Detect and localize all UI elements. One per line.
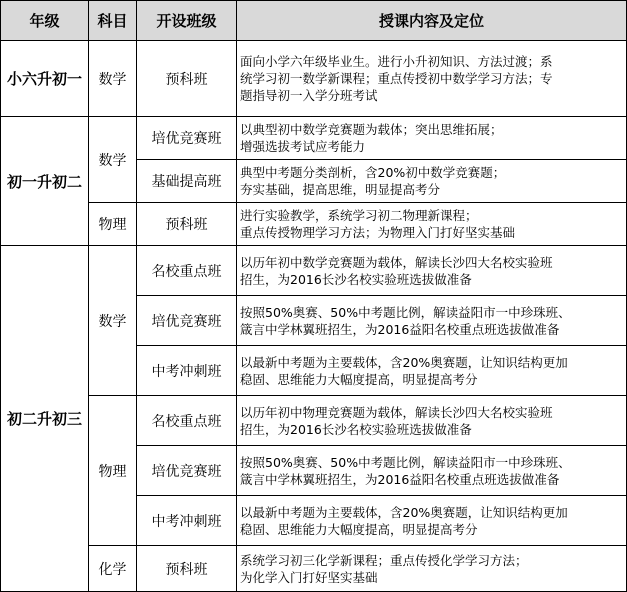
content-line: 典型中考题分类剖析，含20%初中数学竞赛题； xyxy=(240,165,506,180)
content-line: 统学习初一数学新课程；重点传授初中数学学习方法；专 xyxy=(240,71,553,86)
subject-cell: 数学 xyxy=(89,246,137,396)
content-line: 题指导初一入学分班考试 xyxy=(240,88,378,103)
content-line: 系统学习初三化学新课程；重点传授化学学习方法； xyxy=(240,552,528,568)
content-line: 按照50%奥赛、50%中考题比例，解读益阳市一中珍珠班、 xyxy=(240,454,571,470)
content-line: 增强选拔考试应考能力 xyxy=(240,139,366,154)
content-line: 以历年初中数学竞赛题为载体，解读长沙四大名校实验班 xyxy=(240,254,553,270)
content-line: 按照50%奥赛、50%中考题比例，解读益阳市一中珍珠班、 xyxy=(240,304,571,320)
content-line: 招生，为2016长沙名校实验班选拔做准备 xyxy=(240,271,472,287)
table-row xyxy=(1,117,627,160)
content-line: 稳固、思维能力大幅度提高，明显提高考分 xyxy=(240,521,478,537)
content-line: 稳固、思维能力大幅度提高，明显提高考分 xyxy=(240,371,478,387)
grade-cell: 小六升初一 xyxy=(1,41,89,117)
content-cell xyxy=(237,160,627,203)
header-row xyxy=(1,1,627,41)
class-cell: 培优竞赛班 xyxy=(137,296,237,346)
content-cell xyxy=(237,396,627,446)
content-line: 招生，为2016长沙名校实验班选拔做准备 xyxy=(240,421,472,437)
content-line: 面向小学六年级毕业生。进行小升初知识、方法过渡；系 xyxy=(240,54,553,69)
subject-cell: 数学 xyxy=(89,41,137,117)
content-line: 进行实验教学，系统学习初二物理新课程； xyxy=(240,208,478,223)
header-content: 授课内容及定位 xyxy=(237,1,627,41)
subject-cell: 物理 xyxy=(89,396,137,546)
content-line: 以典型初中数学竞赛题为载体；突出思维拓展； xyxy=(240,122,503,137)
header-grade: 年级 xyxy=(1,1,89,41)
content-cell xyxy=(237,203,627,246)
content-line: 箴言中学林翼班招生，为2016益阳名校重点班选拔做准备 xyxy=(240,321,560,337)
table-row xyxy=(1,246,627,296)
grade-cell: 初二升初三 xyxy=(1,246,89,592)
content-cell xyxy=(237,246,627,296)
header-class: 开设班级 xyxy=(137,1,237,41)
table-row xyxy=(1,41,627,117)
content-cell xyxy=(237,296,627,346)
content-cell xyxy=(237,41,627,117)
content-line: 以最新中考题为主要载体，含20%奥赛题，让知识结构更加 xyxy=(240,354,568,370)
content-line: 箴言中学林翼班招生，为2016益阳名校重点班选拔做准备 xyxy=(240,471,560,487)
content-line: 夯实基础，提高思维，明显提高考分 xyxy=(240,182,441,197)
header-subject: 科目 xyxy=(89,1,137,41)
content-cell xyxy=(237,446,627,496)
class-cell: 预科班 xyxy=(137,203,237,246)
content-cell xyxy=(237,496,627,546)
class-cell: 名校重点班 xyxy=(137,396,237,446)
content-cell xyxy=(237,117,627,160)
class-cell: 培优竞赛班 xyxy=(137,446,237,496)
content-line: 以历年初中物理竞赛题为载体，解读长沙四大名校实验班 xyxy=(240,404,553,420)
grade-cell: 初一升初二 xyxy=(1,117,89,246)
content-cell xyxy=(237,346,627,396)
class-cell: 中考冲刺班 xyxy=(137,346,237,396)
class-cell: 预科班 xyxy=(137,41,237,117)
subject-cell: 物理 xyxy=(89,203,137,246)
content-line: 为化学入门打好坚实基础 xyxy=(240,569,378,585)
class-cell: 中考冲刺班 xyxy=(137,496,237,546)
subject-cell: 化学 xyxy=(89,546,137,592)
table-row xyxy=(1,396,627,446)
content-line: 以最新中考题为主要载体，含20%奥赛题，让知识结构更加 xyxy=(240,504,568,520)
subject-cell: 数学 xyxy=(89,117,137,203)
class-cell: 名校重点班 xyxy=(137,246,237,296)
table-row xyxy=(1,203,627,246)
class-cell: 基础提高班 xyxy=(137,160,237,203)
content-line: 重点传授物理学习方法；为物理入门打好坚实基础 xyxy=(240,225,516,240)
class-cell: 培优竞赛班 xyxy=(137,117,237,160)
class-cell: 预科班 xyxy=(137,546,237,592)
